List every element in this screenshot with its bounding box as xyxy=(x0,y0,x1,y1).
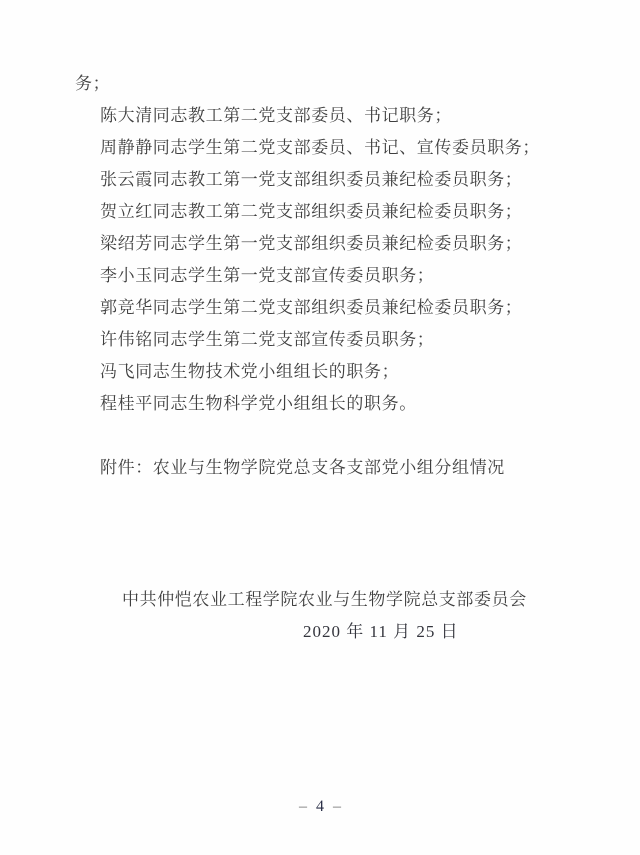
footer-left-dash: – xyxy=(299,798,307,815)
footer-right-dash: – xyxy=(333,798,341,815)
signature-organization: 中共仲恺农业工程学院农业与生物学院总支部委员会 xyxy=(122,590,527,609)
document-body xyxy=(75,68,565,648)
resignation-item: 许伟铭同志学生第二党支部宣传委员职务； xyxy=(100,330,435,349)
signature-block xyxy=(75,584,565,648)
resignation-item: 贺立红同志教工第二党支部组织委员兼纪检委员职务； xyxy=(100,202,523,221)
page-footer xyxy=(0,796,640,818)
resignation-item: 李小玉同志学生第一党支部宣传委员职务； xyxy=(100,266,435,285)
resignation-item: 陈大清同志教工第二党支部委员、书记职务； xyxy=(100,106,452,125)
continuation-line: 务； xyxy=(75,74,111,93)
resignation-item: 周静静同志学生第二党支部委员、书记、宣传委员职务； xyxy=(100,138,540,157)
signature-date: 2020 年 11 月 25 日 xyxy=(303,622,459,641)
resignation-item: 冯飞同志生物技术党小组组长的职务； xyxy=(100,362,400,381)
resignation-item: 张云霞同志教工第一党支部组织委员兼纪检委员职务； xyxy=(100,170,523,189)
resignation-item: 梁绍芳同志学生第一党支部组织委员兼纪检委员职务； xyxy=(100,234,523,253)
attachment-line: 附件：农业与生物学院党总支各支部党小组分组情况 xyxy=(100,458,505,477)
resignation-item: 郭竞华同志学生第二党支部组织委员兼纪检委员职务； xyxy=(100,298,523,317)
page-number: 4 xyxy=(316,798,324,815)
resignation-item: 程桂平同志生物科学党小组组长的职务。 xyxy=(100,394,417,413)
